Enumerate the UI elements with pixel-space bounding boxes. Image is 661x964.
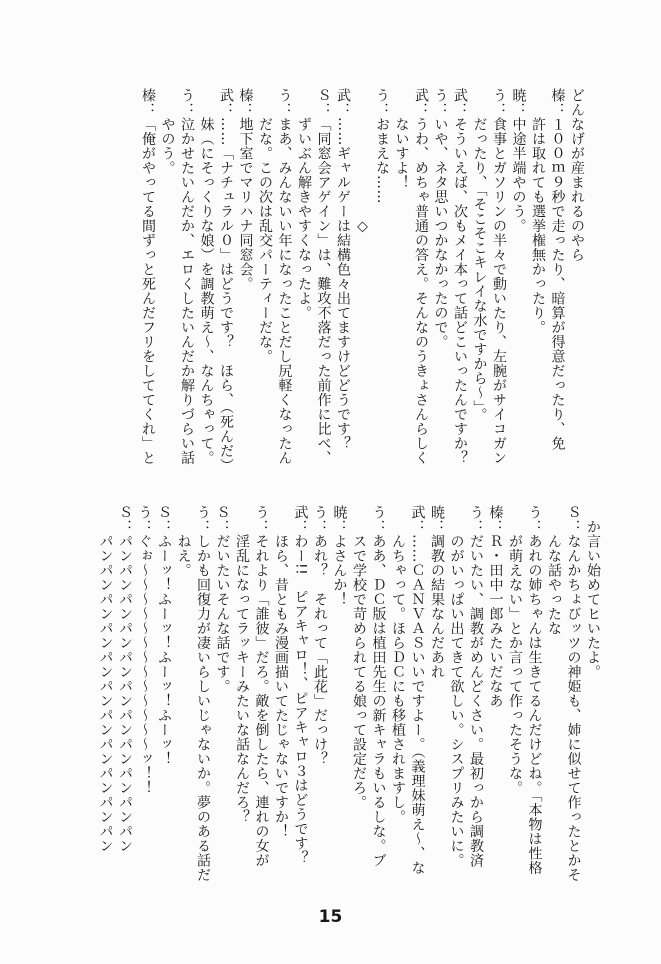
dialogue-line: 武：そういえば、次もメイ本って話どこいったんですか？ [452,88,468,465]
dialogue-line: う：しかも回復力が凄いらしいじゃないか。夢のある話だ [195,505,211,882]
dialogue-block-top [56,88,586,488]
dialogue-block-bottom [84,505,602,885]
dialogue-line: Ｓ：だいたいそんな話です。 [214,505,231,694]
dialogue-line: ないすよ！ [393,88,410,190]
dialogue-line: 許は取れても選挙権無かったり。 [530,88,546,335]
dialogue-line: 榛：「俺がやってる間ずっと死んだフリをしててくれ」と [140,88,156,465]
dialogue-line: 武：うわ、めちゃ普通の答え。そんなのうきょさんらしく [413,88,429,465]
page-number: 15 [318,907,343,927]
dialogue-line: 武：……「ナチュラル０」はどうです？ ほら、（死んだ） [218,88,234,473]
dialogue-line: 淫乱になってラッキーみたいな話なんだろ？ [234,505,250,824]
dialogue-line: ねえ。 [175,505,192,578]
dialogue-line: 榛：Ｒ・田中一郎みたいだなあ [487,505,504,708]
dialogue-line: やのう。 [159,88,176,175]
dialogue-line: 妹（にそっくりな娘）を調教萌え～、なんちゃって。 [198,88,215,465]
dialogue-line: どんなげが産まれるのやら [569,88,585,262]
dialogue-line: 武：わー!! ピアキャロ！、ピアキャロ３はどうです？ [292,505,309,866]
dialogue-line: ほら、昔ともみ漫画描いてたじゃないですか！ [273,505,289,839]
dialogue-line: う：いや、ネタ思いつかなかったので。 [432,88,449,349]
dialogue-line: 暁：調教の結果なんだあれ [429,505,445,679]
dialogue-line: 暁：よさんか！ [331,505,348,607]
dialogue-line: う：食事とガソリンの半々で動いたり、左腕がサイコガン [491,88,507,465]
dialogue-line: だったり、「そこそこキレイな水ですから～」。 [471,88,488,422]
dialogue-line: Ｓ：なんかちょびッツの神姫も、姉に似せて作ったとかそ [565,505,582,882]
dialogue-line: う：泣かせたいんだか、エロくしたいんだか解りづらい話 [179,88,195,465]
dialogue-line: 武：……ギャルゲーは結構色々出てますけどどうです？ [335,88,351,451]
dialogue-line: う：それより「誰彼」だろ。敵を倒したら、連れの女が [253,505,270,868]
dialogue-line: う：ああ、ＤＣ版は植田先生の新キャラもいるしな。ブ [370,505,387,868]
dialogue-line: が萌えない」とか言って作ったそうな。 [507,505,523,795]
dialogue-line: う：あれ？ それって「此花」だっけ？ [312,505,328,766]
dialogue-line: パンパンパンパンパンパンパンパンパンパンパン [97,505,114,853]
dialogue-line: 武：……ＣＡＮＶＡＳいいですよー。（義理妹萌え～、な [409,505,426,875]
dialogue-line: 榛：地下室でマリハナ同窓会。 [237,88,254,291]
dialogue-line: か言い始めてヒいたよ。 [585,505,601,679]
dialogue-line: う：まあ、みんないい年になったことだし尻軽くなったん [276,88,293,465]
dialogue-line: 榛：１００ｍ９秒で走ったり、暗算が得意だったり、免 [549,88,566,451]
dialogue-line: だな。この次は乱交パーティーだな。 [257,88,273,364]
dialogue-line: 暁：中途半端やのう。 [510,88,527,233]
dialogue-line: ◇ [354,88,371,235]
dialogue-line: Ｓ：「同窓会アゲイン」は、難攻不落だった前作に比べ、 [315,88,332,465]
dialogue-line: Ｓ：パンパンパンパンパンパンパンパンパンパンパン [117,505,133,853]
dialogue-line: のがいっぱい出てきて欲しい。シスプリみたいに。 [448,505,465,868]
dialogue-line: う：おまえな…… [374,88,390,204]
dialogue-line: スで学校で苛められてる娘って設定だろ。 [351,505,367,810]
dialogue-line: ずいぶん解きやすくなったよ。 [296,88,312,320]
dialogue-line: う：あれの姉ちゃんは生きてるんだけどね。「本物は性格 [526,505,543,875]
dialogue-line: う：ぐぉ～～～～～～～～～～～～～ッ！！ [136,505,153,795]
dialogue-line: う：だいたい、調教がめんどくさい。最初っから調教済 [468,505,484,868]
dialogue-line: んちゃって。ほらＤＣにも移植されますし。 [390,505,406,824]
dialogue-line: んな話やったな [546,505,562,636]
dialogue-line: Ｓ：ふーッ！ふーッ！ふーッ！ふーッ！ [156,505,172,766]
